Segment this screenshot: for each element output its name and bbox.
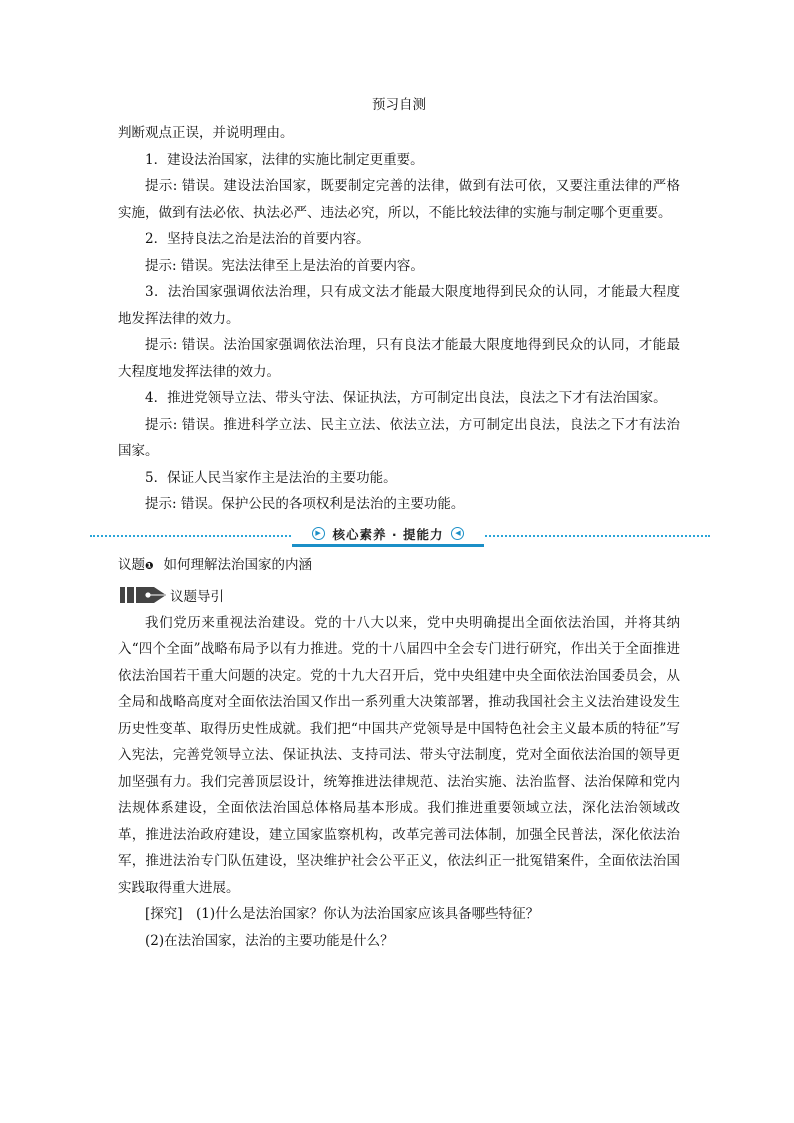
banner-title: 核心素养 · 提能力: [332, 526, 444, 542]
question-3: 3．法治国家强调依法治理，只有成文法才能最大限度地得到民众的认同，才能最大程度地发挥法律的效力。: [118, 284, 680, 327]
guide-label: 议题导引: [170, 588, 224, 605]
section-banner: [90, 522, 710, 548]
topic-label: 议题: [118, 556, 145, 573]
banner-box: [292, 524, 484, 547]
topic-number: ❶: [145, 560, 154, 572]
guide-paragraph: 我们党历来重视法治建设。党的十八大以来，党中央明确提出全面依法治国，并将其纳入“四个全面”战略布局予以有力推进。党的十八届四中全会专门进行研究，作出关于全面推进依法治国若干重大问题的决定。党的十九大召开后，党中央组建中央全面依法治国委员会，从全局和战略高度对全面依法治国又作出一系列重大决策部署，推动我国社会主义法治建设发生历史性变革、取得历史性成就。我们把“中国共产党领导是中国特色社会主义最本质的特征”写入宪法，完善党领导立法、保证执法、支持司法、带头守法制度，党对全面依法治国的领导更加坚强有力。我们完善顶层设计，统筹推进法律规范、法治实施、法治监督、法治保障和党内法规体系建设，全面依法治国总体格局基本形成。我们推进重要领域立法，深化法治领域改革，推进法治政府建设，建立国家监察机构，改革完善司法体制，加强全民普法，深化依法治军，推进法治专门队伍建设，坚决维护社会公平正义，依法纠正一批冤错案件，全面依法治国实践取得重大进展。: [118, 614, 680, 896]
question-4: 4．推进党领导立法、带头守法、保证执法，方可制定出良法，良法之下才有法治国家。: [145, 390, 667, 406]
question-5: 5．保证人民当家作主是法治的主要功能。: [145, 469, 397, 486]
explore-question-2: (2)在法治国家，法治的主要功能是什么？: [145, 932, 394, 949]
instruction: 判断观点正误，并说明理由。: [118, 125, 294, 141]
question-2: 2．坚持良法之治是法治的首要内容。: [145, 231, 370, 247]
topic-text: 如何理解法治国家的内涵: [163, 556, 312, 573]
guide-heading: [118, 582, 680, 608]
play-right-icon: ▶: [312, 527, 325, 540]
section-title: 预习自测: [372, 97, 426, 113]
content: [118, 96, 680, 954]
answer-3: 提示: 错误。法治国家强调依法治理，只有良法才能最大限度地得到民众的认同，才能最大程度地发挥法律的效力。: [118, 337, 680, 380]
answer-1: 提示: 错误。建设法治国家，既要制定完善的法律，做到有法可依，又要注重法律的严格实施，做到有法必依、执法必严、违法必究，所以，不能比较法律的实施与制定哪个更重要。: [118, 178, 680, 221]
pen-icon: [118, 584, 168, 606]
answer-2: 提示: 错误。宪法法律至上是法治的首要内容。: [145, 257, 424, 274]
question-1: 1．建设法治国家，法律的实施比制定更重要。: [145, 151, 424, 168]
answer-4: 提示: 错误。推进科学立法、民主立法、依法立法，方可制定出良法，良法之下才有法治国家。: [118, 416, 680, 459]
answer-5: 提示: 错误。保护公民的各项权利是法治的主要功能。: [145, 496, 465, 512]
topic-heading: [118, 552, 680, 580]
play-left-icon: ◀: [451, 527, 464, 540]
explore-question-1: [探究] (1)什么是法治国家？你认为法治国家应该具备哪些特征？: [145, 906, 540, 922]
